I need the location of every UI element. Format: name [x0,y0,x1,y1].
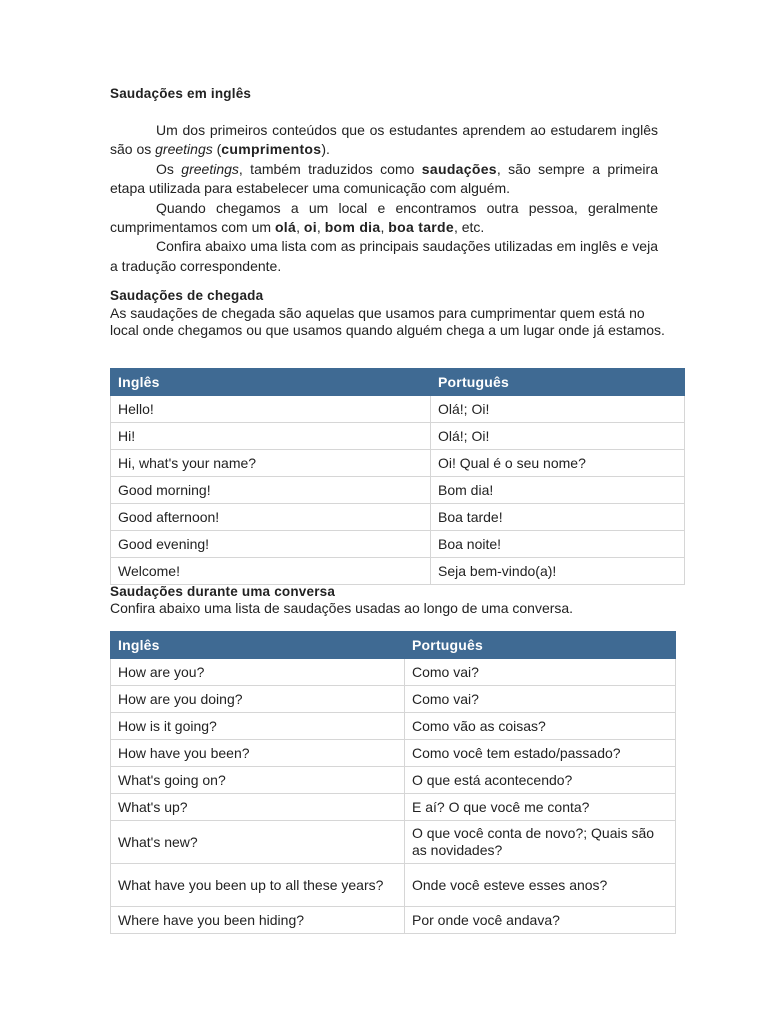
section-description-arrival: As saudações de chegada são aquelas que usamos para cumprimentar quem está no local onde chegamos ou que usamos quando alguém chega a um lugar onde já estamos. [110,305,665,338]
table-row [111,794,676,821]
cell-english: What's going on? [111,767,405,794]
cell-english: How are you doing? [111,686,405,713]
cell-portuguese: O que está acontecendo? [405,767,676,794]
cell-portuguese: E aí? O que você me conta? [405,794,676,821]
table-row [111,907,676,934]
cell-portuguese: Boa noite! [431,531,685,558]
cell-portuguese: Seja bem-vindo(a)! [431,558,685,585]
cell-english: Good afternoon! [111,504,431,531]
table-row [111,864,676,907]
cell-english: How have you been? [111,740,405,767]
intro-paragraph-3: Quando chegamos a um local e encontramos outra pessoa, geralmente cumprimentamos com um olá, oi, bom dia, boa tarde, etc. [110,199,658,236]
cell-english: Hello! [111,396,431,423]
cell-english: Hi, what's your name? [111,450,431,477]
table-row [111,396,685,423]
cell-english: What have you been up to all these years? [111,864,405,907]
cell-english: Good morning! [111,477,431,504]
table-row [111,558,685,585]
table-row [111,767,676,794]
cell-portuguese: Como vai? [405,686,676,713]
cell-portuguese: Olá!; Oi! [431,423,685,450]
cell-english: Welcome! [111,558,431,585]
cell-english: Hi! [111,423,431,450]
column-header-english: Inglês [111,369,431,396]
cell-portuguese: O que você conta de novo?; Quais são as novidades? [405,821,676,864]
table-row [111,504,685,531]
cell-portuguese: Oi! Qual é o seu nome? [431,450,685,477]
cell-portuguese: Como vai? [405,659,676,686]
conversation-greetings-table [110,631,676,934]
cell-portuguese: Por onde você andava? [405,907,676,934]
cell-portuguese: Boa tarde! [431,504,685,531]
cell-portuguese: Bom dia! [431,477,685,504]
table-row [111,821,676,864]
page-title: Saudações em inglês [110,86,252,101]
table-row [111,686,676,713]
intro-paragraph-1: Um dos primeiros conteúdos que os estudantes aprendem ao estudarem inglês são os greetings (cumprimentos). [110,122,658,158]
table-header-row [111,632,676,659]
intro-text [110,121,658,276]
table-row [111,531,685,558]
table-row [111,713,676,740]
cell-english: How are you? [111,659,405,686]
column-header-english: Inglês [111,632,405,659]
arrival-greetings-table [110,368,685,585]
section-heading-arrival: Saudações de chegada [110,288,264,303]
cell-english: What's up? [111,794,405,821]
cell-portuguese: Como vão as coisas? [405,713,676,740]
intro-paragraph-4: Confira abaixo uma lista com as principais saudações utilizadas em inglês e veja a tradução correspondente. [110,238,658,274]
cell-english: Good evening! [111,531,431,558]
section-heading-conversation: Saudações durante uma conversa [110,584,336,599]
section-description-conversation: Confira abaixo uma lista de saudações usadas ao longo de uma conversa. [110,600,574,616]
cell-english: What's new? [111,821,405,864]
table-header-row [111,369,685,396]
cell-portuguese: Como você tem estado/passado? [405,740,676,767]
cell-portuguese: Olá!; Oi! [431,396,685,423]
table-row [111,659,676,686]
table-row [111,477,685,504]
intro-paragraph-2: Os greetings, também traduzidos como saudações, são sempre a primeira etapa utilizada para estabelecer uma comunicação com alguém. [110,160,658,197]
column-header-portuguese: Português [431,369,685,396]
cell-english: Where have you been hiding? [111,907,405,934]
table-row [111,423,685,450]
table-row [111,740,676,767]
table-row [111,450,685,477]
column-header-portuguese: Português [405,632,676,659]
cell-english: How is it going? [111,713,405,740]
cell-portuguese: Onde você esteve esses anos? [405,864,676,907]
